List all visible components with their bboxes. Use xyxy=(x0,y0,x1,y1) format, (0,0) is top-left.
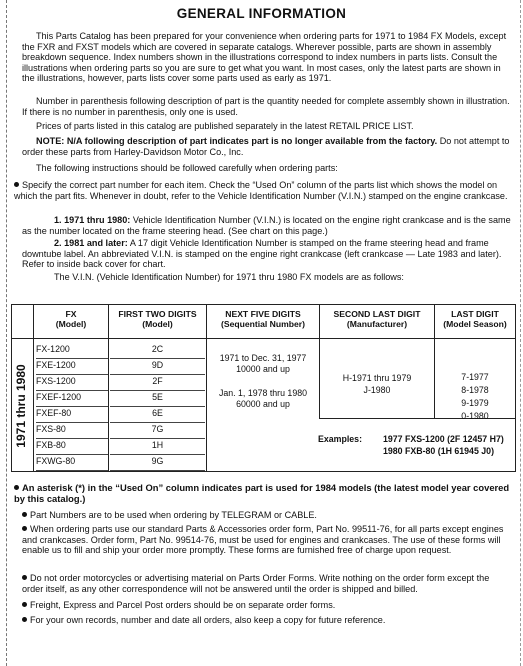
seq-range-1-date: 1971 to Dec. 31, 1977 xyxy=(219,353,307,363)
asterisk-bullet xyxy=(14,482,512,504)
model-name-cell: FXS-80 xyxy=(36,422,108,439)
model-code-cell: 2C xyxy=(110,342,205,359)
seq-range-2-date: Jan. 1, 1978 thru 1980 xyxy=(218,388,308,398)
header-last-digit xyxy=(435,305,515,342)
bullet-dot-icon xyxy=(22,512,27,517)
model-name-cell: FXE-1200 xyxy=(36,358,108,375)
seq-range-2 xyxy=(208,388,318,410)
model-code-cell: 2F xyxy=(110,374,205,391)
model-code-cell: 1H xyxy=(110,438,205,455)
quantity-paragraph: Number in parenthesis following description of part is the quantity needed for complete assembly shown in illustration. If there is no number in parenthesis, only one is used. xyxy=(22,96,510,117)
vin-1971-text: Vehicle Identification Number (V.I.N.) is located on the engine right crankcase and is the same as the number located on the frame steering head. (See chart on this page.) xyxy=(22,215,511,236)
header-first-two xyxy=(109,305,206,342)
example-1: 1977 FXS-1200 (2F 12457 H7) xyxy=(383,434,504,444)
freight-bullet xyxy=(22,600,512,611)
intro-paragraph: This Parts Catalog has been prepared for your convenience when ordering parts for 1971 to 1984 FX Models, except the FXR and FXST models which are covered in separate catalogs. Wherever possible, parts are shown in assembly breakdown sequence. Index numbers shown in the illustrations correspond to index numbers in parts lists. Consult the illustrations when ordering parts so you are sure to get what you want. In most cases, only the latest parts are shown in the illustrations, however, parts lists cover some parts used as early as 1971. xyxy=(22,31,507,84)
model-code-cell: 9D xyxy=(110,358,205,375)
model-code-cell: 9G xyxy=(110,454,205,471)
records-text: For your own records, number and date all orders, also keep a copy for future reference. xyxy=(30,615,386,625)
seq-range-1-start: 10000 and up xyxy=(236,364,290,374)
year-range-label xyxy=(10,340,32,472)
asterisk-text: An asterisk (*) in the “Used On” column indicates part is used for 1984 models (the latest model year covered by this catalog.) xyxy=(14,482,510,504)
header-first-sub: (Model) xyxy=(142,319,173,329)
order-form-text: When ordering parts use our standard Parts & Accessories order form, Part No. 99511-76, for all parts except engines and crankcases. Order form, Part No. 99514-76, must be used for engines and crankcases. The use of these forms will enable us to fill and ship your order more promptly. These forms are furnished free of charge upon request. xyxy=(22,524,504,556)
divider xyxy=(33,305,34,471)
telegram-text: Part Numbers are to be used when ordering by TELEGRAM or CABLE. xyxy=(30,510,317,520)
header-fx-sub: (Model) xyxy=(55,319,87,329)
bullet-dot-icon xyxy=(22,617,27,622)
season-codes xyxy=(436,371,514,423)
header-next-five xyxy=(207,305,319,342)
season-code: 8-1978 xyxy=(461,385,489,395)
instructions-intro: The following instructions should be followed carefully when ordering parts: xyxy=(36,163,338,173)
bullet-dot-icon xyxy=(14,485,19,490)
vin-table-intro: The V.I.N. (Vehicle Identification Number) for 1971 thru 1980 FX models are as follows: xyxy=(54,272,404,282)
seq-range-1 xyxy=(208,353,318,375)
season-code: 0-1980 xyxy=(461,411,489,421)
manufacturer-codes xyxy=(321,372,433,396)
season-code: 9-1979 xyxy=(461,398,489,408)
header-fx-label: FX xyxy=(65,309,77,319)
header-second-sub: (Manufacturer) xyxy=(346,319,408,329)
seq-range-2-start: 60000 and up xyxy=(236,399,290,409)
examples-label: Examples: xyxy=(318,434,363,444)
specify-text: Specify the correct part number for each item. Check the “Used On” column of the parts list which shows the model on which the part fits. Whenever in doubt, refer to the Vehicle Identification Number (V.I.N.) stamped on the engine crankcase. xyxy=(14,180,508,201)
model-code-cell: 5E xyxy=(110,390,205,407)
year-range-text: 1971 thru 1980 xyxy=(14,364,28,448)
model-name-cell: FXEF-1200 xyxy=(36,390,108,407)
no-motorcycles-bullet xyxy=(22,573,512,594)
order-form-bullet xyxy=(22,524,512,556)
model-name-cell: FXWG-80 xyxy=(36,454,108,471)
manufacturer-code-1: H-1971 thru 1979 xyxy=(342,373,412,383)
model-name-cell: FXB-80 xyxy=(36,438,108,455)
bullet-dot-icon xyxy=(22,526,27,531)
records-bullet xyxy=(22,615,512,626)
divider xyxy=(108,305,109,471)
model-name-cell: FXS-1200 xyxy=(36,374,108,391)
vin-1981-paragraph xyxy=(22,238,512,270)
vin-table xyxy=(11,304,516,472)
model-code-cell: 7G xyxy=(110,422,205,439)
bullet-dot-icon xyxy=(22,602,27,607)
vin-1971-label: 1. 1971 thru 1980: xyxy=(54,215,131,225)
model-name-cell: FXEF-80 xyxy=(36,406,108,423)
prices-paragraph: Prices of parts listed in this catalog are published separately in the latest RETAIL PRICE LIST. xyxy=(36,121,414,131)
divider xyxy=(206,305,207,471)
season-code: 7-1977 xyxy=(461,372,489,382)
vin-1981-text: A 17 digit Vehicle Identification Number is stamped on the frame steering head and frame downtube label. An abbreviated V.I.N. is stamped on the engine right crankcase (left crankcase — Late 1983 and later). Refer to inside back cover for chart. xyxy=(22,238,502,270)
telegram-bullet xyxy=(22,510,512,521)
example-2: 1980 FXB-80 (1H 61945 J0) xyxy=(383,446,495,456)
note-text: Do not attempt to order these parts from Harley-Davidson Motor Co., Inc. xyxy=(22,136,510,157)
bullet-dot-icon xyxy=(22,575,27,580)
scan-edge-right xyxy=(520,0,521,666)
scan-edge-left xyxy=(6,0,7,666)
no-motorcycles-text: Do not order motorcycles or advertising material on Parts Order Forms. Write nothing on the order form except the order itself, as any other correspondence will not be answered until the order is shipped and billed. xyxy=(22,573,490,594)
header-first-label: FIRST TWO DIGITS xyxy=(118,309,197,319)
header-second-label: SECOND LAST DIGIT xyxy=(333,309,421,319)
header-next-sub: (Sequential Number) xyxy=(220,319,306,329)
divider xyxy=(319,305,320,419)
header-next-label: NEXT FIVE DIGITS xyxy=(225,309,301,319)
vin-1971-paragraph xyxy=(22,215,512,236)
model-name-cell: FX-1200 xyxy=(36,342,108,359)
specify-bullet xyxy=(14,180,512,201)
vin-1981-label: 2. 1981 and later: xyxy=(54,238,128,248)
model-code-cell: 6E xyxy=(110,406,205,423)
bullet-dot-icon xyxy=(14,182,19,187)
divider xyxy=(434,305,435,419)
header-second-last xyxy=(320,305,434,342)
note-bold-text: NOTE: N/A following description of part indicates part is no longer available from the factory. xyxy=(36,136,438,146)
header-last-sub: (Model Season) xyxy=(443,319,507,329)
manufacturer-code-2: J-1980 xyxy=(363,385,391,395)
page-title: GENERAL INFORMATION xyxy=(176,6,347,21)
freight-text: Freight, Express and Parcel Post orders should be on separate order forms. xyxy=(30,600,336,610)
header-divider xyxy=(12,338,515,339)
note-paragraph xyxy=(22,136,512,157)
header-last-label: LAST DIGIT xyxy=(451,309,499,319)
header-fx xyxy=(34,305,108,342)
